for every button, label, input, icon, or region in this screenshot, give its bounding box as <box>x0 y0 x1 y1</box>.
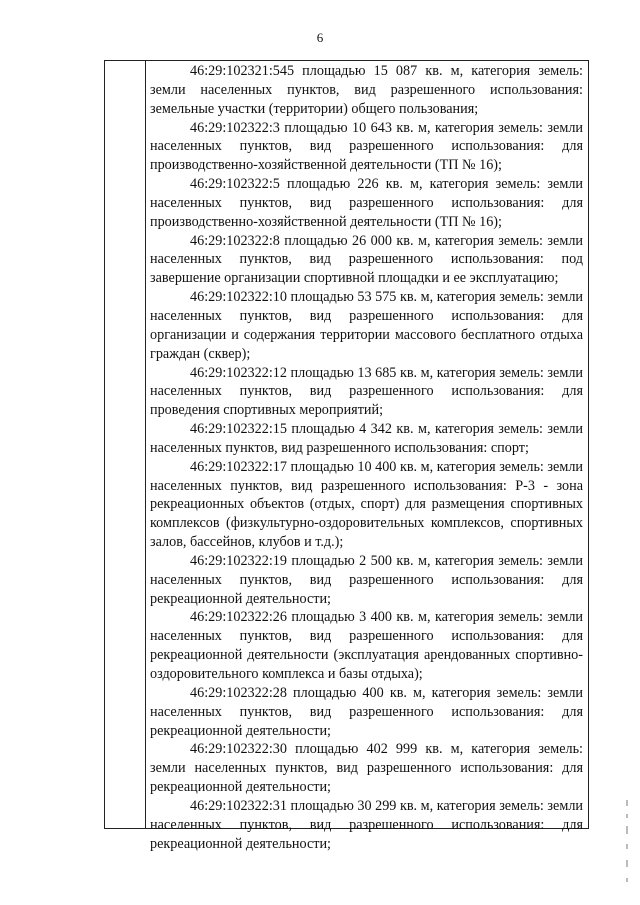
parcel-entry: 46:29:102322:28 площадью 400 кв. м, категория земель: земли населенных пунктов, вид разрешенного использования: для рекреационной деятельности; <box>150 684 583 739</box>
parcel-entry: 46:29:102322:19 площадью 2 500 кв. м, категория земель: земли населенных пунктов, вид разрешенного использования: для рекреационной деятельности; <box>150 552 583 607</box>
parcel-entry: 46:29:102322:17 площадью 10 400 кв. м, категория земель: земли населенных пунктов, вид разрешенного использования: Р-3 - зона рекреационных объектов (отдых, спорт) для размещения спортивных комплексов (физкультурно-оздоровительных комплексов, спортивных залов, бассейнов, клубов и т.д.); <box>150 458 583 551</box>
scan-margin-marks <box>626 800 632 900</box>
parcel-entry: 46:29:102321:545 площадью 15 087 кв. м, категория земель: земли населенных пунктов, вид разрешенного использования: земельные участки (территории) общего пользования; <box>150 63 583 117</box>
parcel-entry: 46:29:102322:3 площадью 10 643 кв. м, категория земель: земли населенных пунктов, вид разрешенного использования: для производственно-хозяйственной деятельности (ТП № 16); <box>150 119 583 174</box>
land-parcel-list <box>150 62 583 853</box>
parcel-entry: 46:29:102322:30 площадью 402 999 кв. м, категория земель: земли населенных пунктов, вид разрешенного использования: для рекреационной деятельности; <box>150 741 583 796</box>
parcel-entry: 46:29:102322:5 площадью 226 кв. м, категория земель: земли населенных пунктов, вид разрешенного использования: для производственно-хозяйственной деятельности (ТП № 16); <box>150 176 583 230</box>
parcel-entry: 46:29:102322:12 площадью 13 685 кв. м, категория земель: земли населенных пунктов, вид разрешенного использования: для проведения спортивных мероприятий; <box>150 364 583 419</box>
parcel-entry: 46:29:102322:10 площадью 53 575 кв. м, категория земель: земли населенных пунктов, вид разрешенного использования: для организации и содержания территории массового бесплатного отдыха граждан (сквер); <box>150 289 583 362</box>
column-divider <box>145 60 146 829</box>
parcel-entry: 46:29:102322:31 площадью 30 299 кв. м, категория земель: земли населенных пунктов, вид разрешенного использования: для рекреационной деятельности; <box>150 797 583 852</box>
parcel-entry: 46:29:102322:15 площадью 4 342 кв. м, категория земель: земли населенных пунктов, вид разрешенного использования: спорт; <box>150 421 583 456</box>
parcel-entry: 46:29:102322:8 площадью 26 000 кв. м, категория земель: земли населенных пунктов, вид разрешенного использования: под завершение организации спортивной площадки и ее эксплуатацию; <box>150 232 583 287</box>
parcel-entry: 46:29:102322:26 площадью 3 400 кв. м, категория земель: земли населенных пунктов, вид разрешенного использования: для рекреационной деятельности (эксплуатация арендованных спортивно-оздоровительного комплекса и базы отдыха); <box>150 609 583 682</box>
page-number: 6 <box>316 30 324 45</box>
